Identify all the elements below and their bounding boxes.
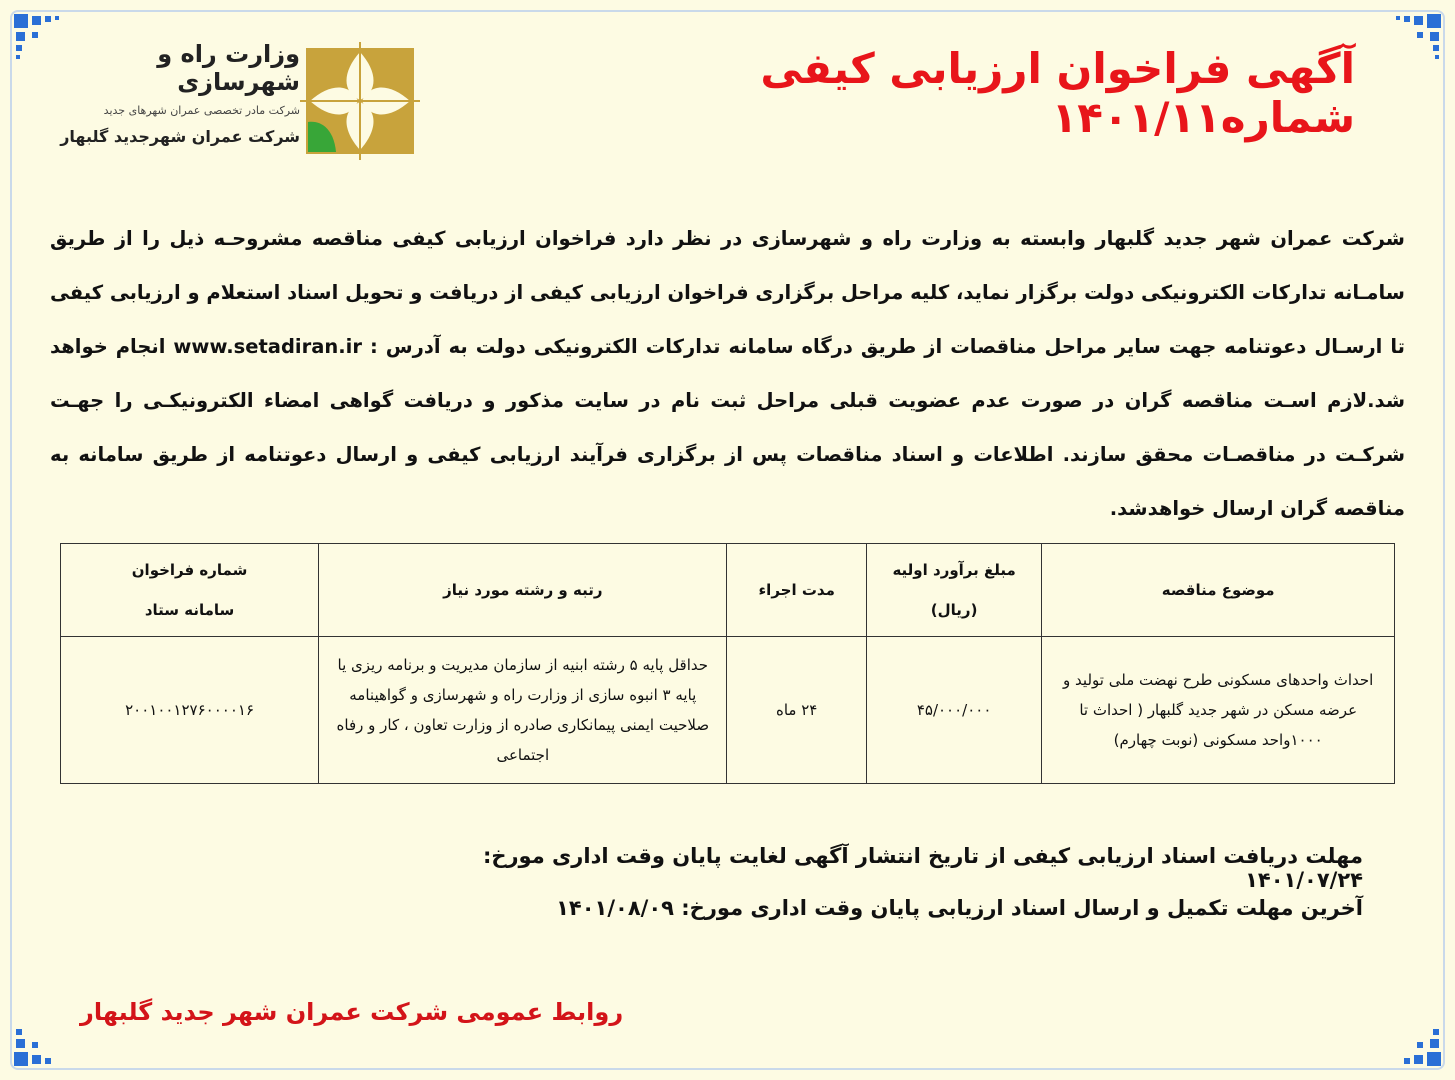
receive-deadline: مهلت دریافت اسناد ارزیابی کیفی از تاریخ انتشار آگهی لغایت پایان وقت اداری مورخ: ۱۴۰۱/۰۷/۲۴ [482,844,1363,892]
ministry-name: وزارت راه و شهرسازی [157,40,300,96]
cell-duration: ۲۴ ماه [727,637,866,784]
table-row [61,637,1395,784]
submit-deadline: آخرین مهلت تکمیل و ارسال اسناد ارزیابی پایان وقت اداری مورخ: ۱۴۰۱/۰۸/۰۹ [556,896,1363,920]
header-estimate-unit: (ریال) [930,601,978,619]
header-subject: موضوع مناقصه [1042,544,1395,637]
company-logo-icon [300,42,420,160]
header-number-title: شماره فراخوان [131,561,248,579]
header-number-system: سامانه ستاد [144,601,235,619]
company-name: شرکت عمران شهرجدید گلبهار [60,127,300,146]
cell-estimate: ۴۵/۰۰۰/۰۰۰ [866,637,1041,784]
header-tender-number [61,544,319,637]
header-duration: مدت اجراء [727,544,866,637]
cell-tender-number: ۲۰۰۱۰۰۱۲۷۶۰۰۰۰۱۶ [61,637,319,784]
page-title: آگهی فراخوان ارزیابی کیفی شماره۱۴۰۱/۱۱ [760,44,1355,142]
table-header-row [61,544,1395,637]
parent-company-name: شرکت مادر تخصصی عمران شهرهای جدید [103,104,300,117]
tender-table [60,543,1395,784]
header-grade: رتبه و رشته مورد نیاز [319,544,727,637]
cell-grade: حداقل پایه ۵ رشته ابنیه از سازمان مدیریت و برنامه ریزی یا پایه ۳ انبوه سازی از وزارت راه و شهرسازی و گواهینامه صلاحیت ایمنی پیمانکاری صادره از وزارت تعاون ، کار و رفاه اجتماعی [319,637,727,784]
organization-block [60,40,300,146]
header-estimate-title: مبلغ برآورد اولیه [892,561,1016,579]
corner-ornament-top-right [1373,12,1443,82]
cell-subject: احداث واحدهای مسکونی طرح نهضت ملی تولید و عرضه مسکن در شهر جدید گلبهار ( احداث تا ۱۰۰۰واحد مسکونی (نوبت چهارم) [1042,637,1395,784]
intro-paragraph: شرکت عمران شهر جدید گلبهار وابسته به وزارت راه و شهرسازی در نظر دارد فراخوان ارزیابی کیفی مناقصه مشروحـه ذیل را از طریق سامـانه تدارکات الکترونیکی دولت برگزار نماید، کلیه مراحل برگزاری فراخوان ارزیابی کیفی از دریافت و تحویل اسناد استعلام و ارزیابی کیفی تا ارسـال دعوتنامه جهت سایر مراحل مناقصات از طریق درگاه سامانه تدارکات الکترونیکی دولت به آدرس : www.setadiran.ir انجام خواهد شد.لازم اسـت مناقصه گران در صورت عدم عضویت قبلی مراحل ثبت نام در سایت مذکور و دریافت گواهی امضاء الکترونیکـی را جهـت شرکـت در مناقصـات محقق سازند. اطلاعات و اسناد مناقصات پس از برگزاری فرآیند ارزیابی کیفی و ارسال دعوتنامه از طریق سامانه به مناقصه گران ارسال خواهدشد. [50,227,1405,520]
public-relations-signature: روابط عمومی شرکت عمران شهر جدید گلبهار [80,998,624,1026]
header-estimate [866,544,1041,637]
corner-ornament-bottom-left [12,998,82,1068]
corner-ornament-bottom-right [1373,998,1443,1068]
